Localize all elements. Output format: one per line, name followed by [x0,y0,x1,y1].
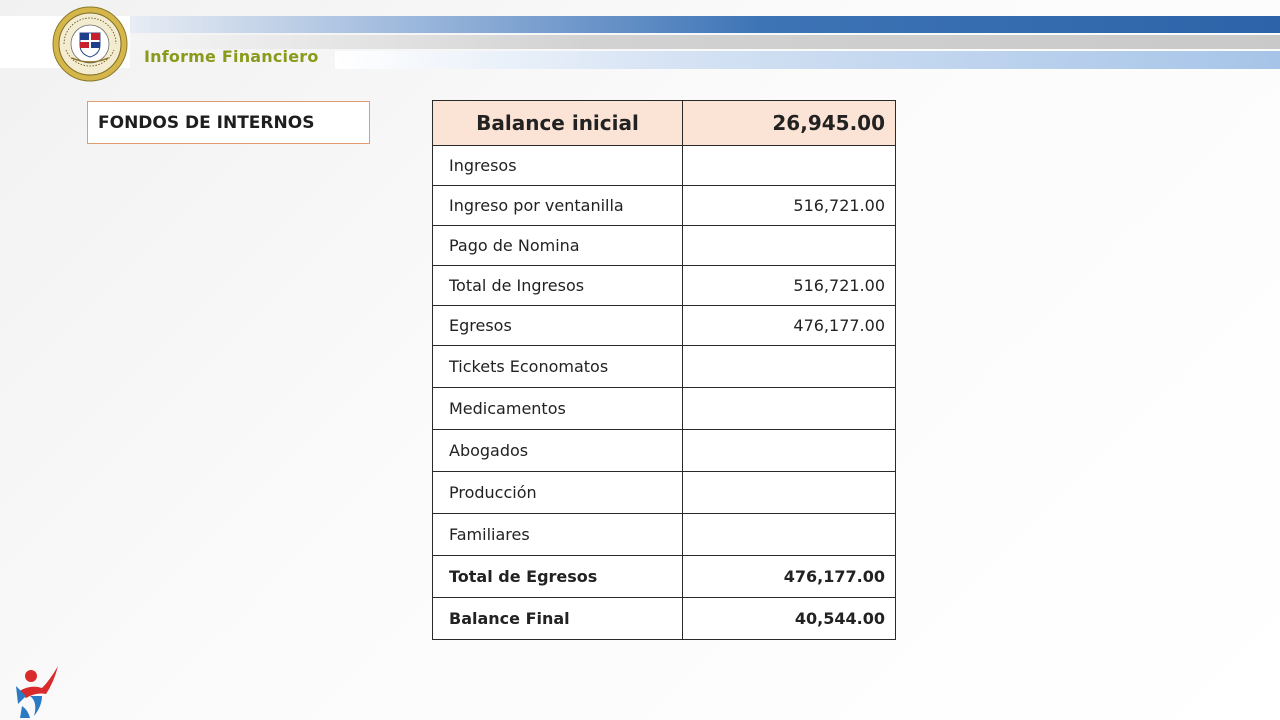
runner-figure-logo-icon [12,662,64,718]
table-row [433,306,896,346]
header-banner-lightblue [335,51,1280,69]
row-label: Balance Final [433,598,683,640]
table-row-total [433,556,896,598]
row-value: 516,721.00 [683,186,896,226]
section-label: FONDOS DE INTERNOS [98,112,315,133]
row-value [683,430,896,472]
table-row [433,388,896,430]
opening-balance-value: 26,945.00 [683,101,896,146]
table-row [433,226,896,266]
opening-balance-label: Balance inicial [433,101,683,146]
row-label: Total de Egresos [433,556,683,598]
financial-table [432,100,896,640]
table-row [433,186,896,226]
row-value: 476,177.00 [683,556,896,598]
row-value [683,388,896,430]
table-row [433,266,896,306]
table-row [433,430,896,472]
table-header-row [433,101,896,146]
row-value: 476,177.00 [683,306,896,346]
row-label: Tickets Economatos [433,346,683,388]
row-label: Familiares [433,514,683,556]
row-label: Pago de Nomina [433,226,683,266]
row-value [683,346,896,388]
row-value: 516,721.00 [683,266,896,306]
row-value [683,226,896,266]
row-value [683,146,896,186]
header-banner-blue [128,16,1280,33]
row-label: Abogados [433,430,683,472]
section-label-box [87,101,370,144]
institution-seal-icon [52,6,128,82]
row-label: Medicamentos [433,388,683,430]
row-label: Total de Ingresos [433,266,683,306]
row-label: Egresos [433,306,683,346]
table-row [433,346,896,388]
row-label: Producción [433,472,683,514]
row-value [683,514,896,556]
table-row-final-balance [433,598,896,640]
page-title: Informe Financiero [144,47,319,66]
row-value: 40,544.00 [683,598,896,640]
table-row [433,514,896,556]
table-row [433,146,896,186]
row-label: Ingreso por ventanilla [433,186,683,226]
row-value [683,472,896,514]
table-row [433,472,896,514]
row-label: Ingresos [433,146,683,186]
